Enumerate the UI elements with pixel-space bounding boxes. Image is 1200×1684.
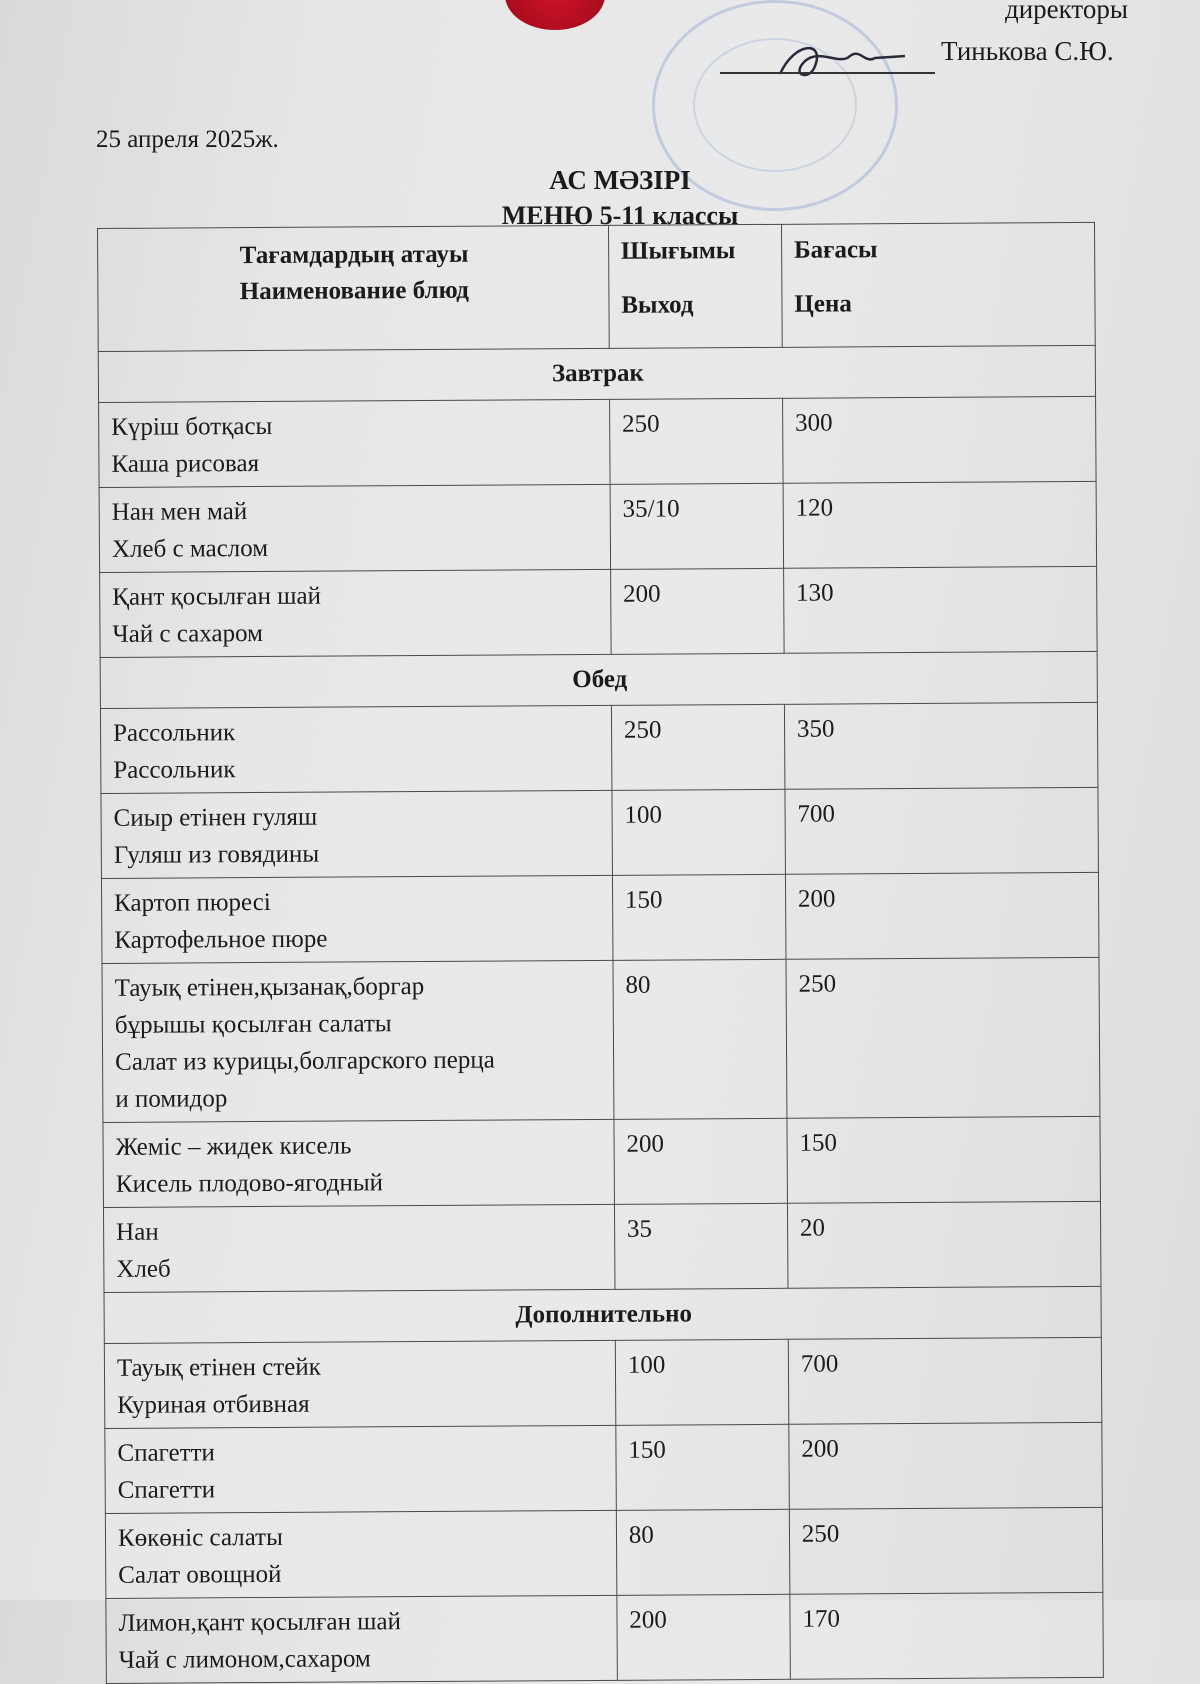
header-out-ru: Выход [621,291,694,319]
table-row [103,1116,1101,1207]
dish-price: 200 [789,1422,1103,1509]
dish-name-cell [104,1340,615,1428]
dish-output: 250 [611,704,785,790]
table-row [102,957,1100,1122]
dish-name-line: Көкөніс салаты [117,1523,283,1552]
dish-name-line: Хлеб [116,1255,171,1283]
dish-name-line: Картофельное пюре [114,925,328,954]
dish-price: 250 [786,957,1100,1118]
dish-name-line: Картоп пюресі [114,888,271,917]
dish-name-cell [105,1510,616,1598]
section-row [100,651,1097,708]
header-price-cell [781,222,1095,347]
dish-price: 150 [787,1116,1101,1203]
dish-name-cell [99,399,610,487]
dish-price: 300 [782,396,1096,483]
header-name-ru: Наименование блюд [239,276,469,306]
dish-output: 80 [616,1509,790,1595]
dish-price: 700 [785,787,1099,874]
dish-price: 250 [789,1507,1103,1594]
dish-output: 200 [617,1594,791,1680]
dish-name-line: Куриная отбивная [117,1390,310,1419]
header-out-cell [608,224,782,348]
dish-name-line: Сиыр етінен гуляш [113,803,318,832]
dish-price: 130 [783,566,1097,653]
header-price-kz: Бағасы [793,236,878,264]
dish-name-line: Рассольник [113,756,236,784]
dish-output: 250 [609,398,783,484]
dish-price: 20 [787,1201,1101,1288]
section-title: Обед [100,651,1097,708]
dish-name-line: Күріш ботқасы [111,412,273,441]
dish-name-line: Нан [116,1218,159,1246]
table-row [101,787,1099,878]
dish-price: 700 [788,1337,1102,1424]
dish-output: 200 [614,1118,788,1204]
dish-name-cell [103,1119,614,1207]
dish-name-line: Салат из курицы,болгарского перца [115,1046,495,1076]
dish-name-cell [99,484,610,572]
table-row [99,481,1097,572]
header-price-ru: Цена [794,290,852,318]
dish-output: 35/10 [610,483,784,569]
table-row [100,702,1098,793]
document-date: 25 апреля 2025ж. [96,126,279,153]
dish-name-line: Спагетти [117,1439,215,1467]
dish-name-line: Рассольник [113,719,236,747]
dish-name-line: Қант қосылған шай [112,582,322,611]
dish-name-line: Кисель плодово-ягодный [115,1169,384,1198]
dish-price: 120 [783,481,1097,568]
section-row [104,1286,1101,1343]
director-text: директоры [1005,0,1129,24]
menu-table [97,222,1104,1684]
table-header-row [98,222,1096,351]
dish-output: 35 [614,1203,788,1289]
dish-name-cell [105,1425,616,1513]
title-ru: МЕНЮ 5-11 классы [501,201,739,230]
dish-name-line: Жеміс – жидек кисель [115,1132,352,1161]
dish-output: 100 [612,789,786,875]
section-title: Завтрак [98,345,1095,402]
dish-name-line: Гуляш из говядины [113,840,320,869]
table-row [103,1201,1101,1292]
red-pushpin [505,0,605,30]
header-name-cell [98,225,610,351]
dish-name-cell [101,875,612,963]
header-name-kz: Тағамдардың атауы [239,240,469,270]
dish-output: 80 [613,959,787,1119]
dish-name-line: Нан мен май [111,498,248,526]
dish-name-cell [101,790,612,878]
dish-output: 150 [612,874,786,960]
header-out-kz: Шығымы [620,237,736,265]
dish-output: 100 [615,1339,789,1425]
dish-name-line: Каша рисовая [111,450,260,478]
dish-price: 170 [790,1592,1104,1679]
dish-name-cell [100,569,611,657]
dish-output: 200 [610,568,784,654]
dish-name-line: Лимон,қант қосылған шай [118,1608,402,1637]
dish-name-cell [103,1204,614,1292]
dish-name-line: и помидор [115,1085,228,1113]
dish-name-line: Тауық етінен,қызанақ,боргар [114,973,425,1002]
dish-name-line: Чай с сахаром [112,619,264,648]
dish-name-line: Тауық етінен стейк [116,1353,321,1382]
table-row [100,566,1098,657]
signature-icon [770,36,910,86]
section-row [98,345,1095,402]
table-row [101,872,1099,963]
table-row [105,1422,1103,1513]
dish-name-cell [106,1595,617,1683]
dish-name-line: бұрышы қосылған салаты [114,1010,392,1039]
signature-line [720,72,935,74]
dish-price: 200 [785,872,1099,959]
table-row [106,1592,1104,1683]
dish-output: 150 [616,1424,790,1510]
table-row [105,1507,1103,1598]
dish-name-cell [102,960,614,1122]
dish-name-line: Салат овощной [118,1560,282,1589]
dish-price: 350 [784,702,1098,789]
table-row [99,396,1097,487]
dish-name-line: Хлеб с маслом [111,534,269,563]
dish-name-line: Чай с лимоном,сахаром [118,1645,371,1674]
dish-name-line: Спагетти [117,1476,216,1504]
section-title: Дополнительно [104,1286,1101,1343]
title-kz: АС МӘЗІРІ [549,165,691,195]
dish-name-cell [100,705,611,793]
table-row [104,1337,1102,1428]
signer-name: Тинькова С.Ю. [941,36,1114,66]
